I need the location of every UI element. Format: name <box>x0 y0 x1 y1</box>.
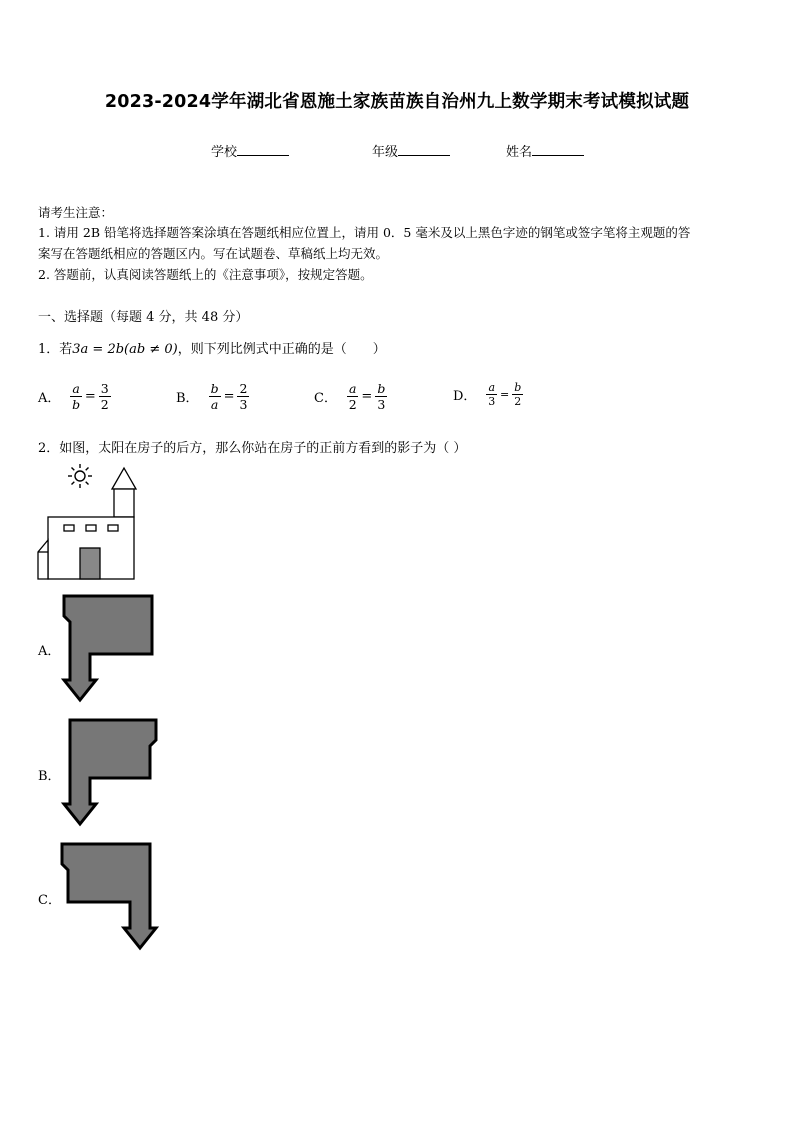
sun-icon <box>68 464 92 488</box>
q1-option-a[interactable]: A． $\frac{a}{b}$ = $\frac{3}{2}$ <box>38 381 109 412</box>
fraction-right: $\frac{b}{3}$ <box>377 381 386 412</box>
fraction-left: $\frac{a}{3}$ <box>488 381 496 408</box>
option-label: C． <box>314 391 337 406</box>
school-label: 学校 <box>211 145 238 160</box>
tower <box>112 468 136 517</box>
option-label: B． <box>176 391 199 406</box>
section-title: 一、选择题（每题 4 分，共 48 分） <box>38 310 249 325</box>
q2-option-c-label[interactable]: C． <box>38 893 61 908</box>
fraction-right: $\frac{b}{2}$ <box>514 381 522 408</box>
q1-prefix: 1．若 <box>38 342 73 357</box>
fraction-left: $\frac{b}{a}$ <box>210 381 219 412</box>
exam-title: 2023-2024学年湖北省恩施土家族苗族自治州九上数学期末考试模拟试题 <box>104 92 690 112</box>
option-label: D． <box>453 389 477 404</box>
notice-item-2: 2. 答题前，认真阅读答题纸上的《注意事项》，按规定答题。 <box>38 267 373 282</box>
name-label: 姓名 <box>506 145 533 160</box>
fraction-right: $\frac{2}{3}$ <box>239 381 248 412</box>
q1-option-b[interactable]: B． $\frac{b}{a}$ = $\frac{2}{3}$ <box>176 381 248 412</box>
name-field <box>506 141 584 160</box>
house-body <box>38 517 134 579</box>
school-blank[interactable] <box>237 143 289 156</box>
q1-condition: 3a = 2b(ab ≠ 0) <box>72 342 178 357</box>
question-2: 2．如图，太阳在房子的后方，那么你站在房子的正前方看到的影子为（ ） <box>38 441 467 456</box>
grade-blank[interactable] <box>398 143 450 156</box>
q1-option-d[interactable]: D． $\frac{a}{3}$ = $\frac{b}{2}$ <box>453 381 522 408</box>
q2-option-b-label[interactable]: B． <box>38 769 61 784</box>
option-label: A． <box>38 391 61 406</box>
fraction-left: $\frac{a}{2}$ <box>348 381 357 412</box>
q2-option-a-label[interactable]: A． <box>38 644 61 659</box>
q2-option-b-shadow[interactable] <box>58 716 164 828</box>
grade-label: 年级 <box>372 145 399 160</box>
school-field <box>211 141 289 160</box>
fraction-right: $\frac{3}{2}$ <box>100 381 109 412</box>
notice-item-1-continued: 案写在答题纸相应的答题区内。写在试题卷、草稿纸上均无效。 <box>38 246 389 261</box>
q2-option-c-shadow[interactable] <box>58 840 162 954</box>
notice-item-1: 1. 请用 2B 铅笔将选择题答案涂填在答题纸相应位置上，请用 0．5 毫米及以上黑色字迹的钢笔或签字笔将主观题的答 <box>38 225 691 240</box>
question-1 <box>38 338 386 357</box>
q1-suffix: ，则下列比例式中正确的是（ ） <box>177 342 386 357</box>
fraction-left: $\frac{a}{b}$ <box>72 381 81 412</box>
q1-option-c[interactable]: C． $\frac{a}{2}$ = $\frac{b}{3}$ <box>314 381 386 412</box>
notice-heading: 请考生注意： <box>38 205 114 220</box>
q2-option-a-shadow[interactable] <box>58 592 158 704</box>
house-figure <box>34 462 144 584</box>
grade-field <box>372 141 450 160</box>
name-blank[interactable] <box>532 143 584 156</box>
